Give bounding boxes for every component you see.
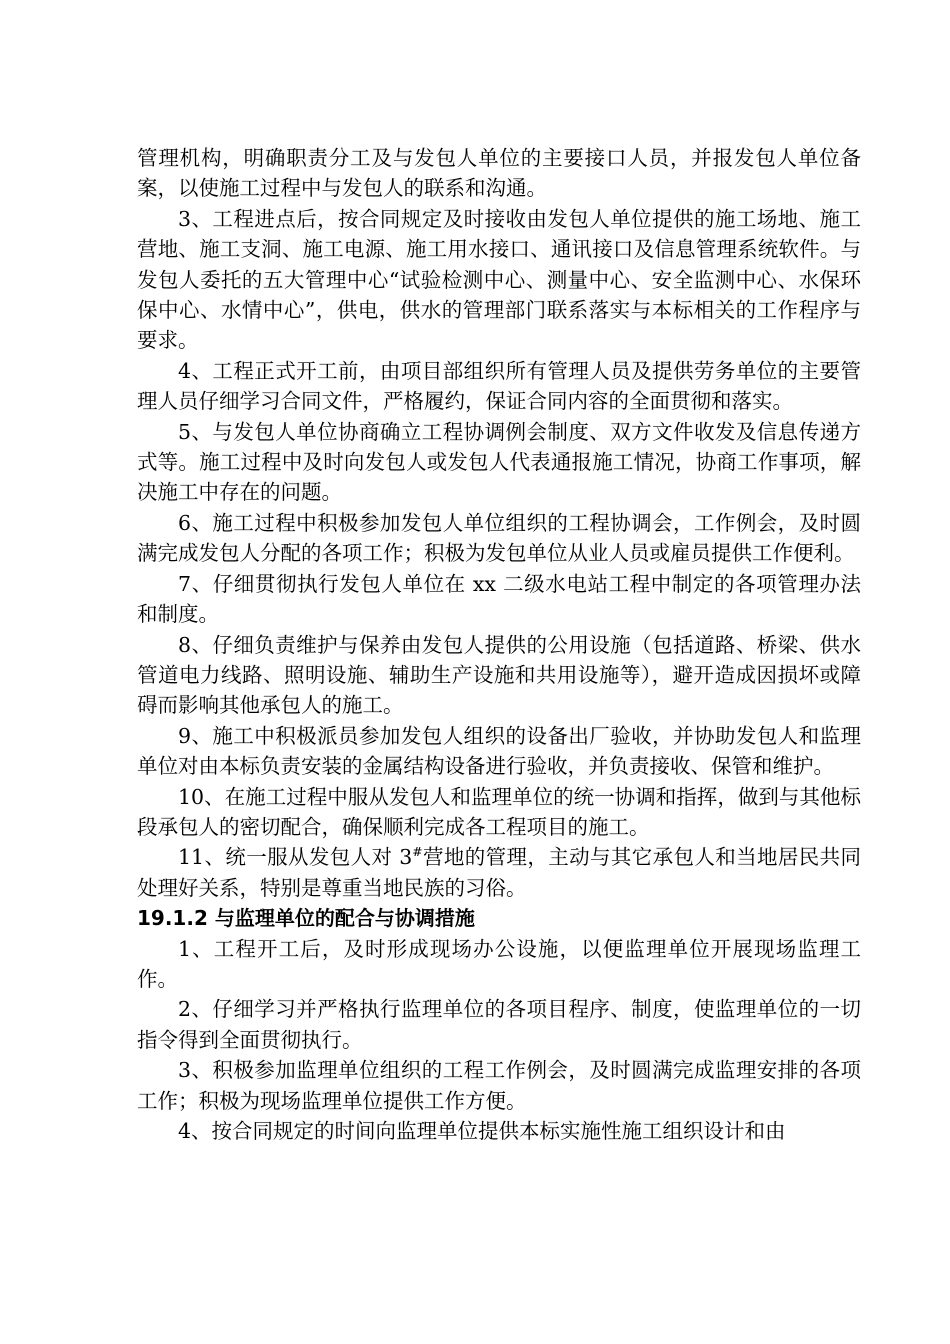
document-page xyxy=(137,143,861,1146)
paragraph-item-7: 7、仔细贯彻执行发包人单位在 xx 二级水电站工程中制定的各项管理办法和制度。 xyxy=(137,571,861,627)
supervision-item-4: 4、按合同规定的时间向监理单位提供本标实施性施工组织设计和由 xyxy=(178,1119,786,1143)
paragraph-item-3: 3、工程进点后，按合同规定及时接收由发包人单位提供的施工场地、施工营地、施工支洞、施工电源、施工用水接口、通讯接口及信息管理系统软件。与发包人委托的五大管理中心“试验检测中心、测量中心、安全监测中心、水保环保中心、水情中心”，供电，供水的管理部门联系落实与本标相关的工作程序与要求。 xyxy=(137,206,861,353)
supervision-item-2: 2、仔细学习并严格执行监理单位的各项目程序、制度，使监理单位的一切指令得到全面贯彻执行。 xyxy=(137,997,861,1052)
camp-number-superscript: # xyxy=(412,845,423,860)
supervision-item-3: 3、积极参加监理单位组织的工程工作例会，及时圆满完成监理安排的各项工作；积极为现场监理单位提供工作方便。 xyxy=(137,1058,861,1113)
supervision-item-1: 1、工程开工后，及时形成现场办公设施，以便监理单位开展现场监理工作。 xyxy=(137,936,861,991)
paragraph-item-11 xyxy=(137,842,861,903)
section-heading: 19.1.2 与监理单位的配合与协调措施 xyxy=(137,906,475,931)
paragraph-item-11-prefix: 11、统一服从发包人对 3 xyxy=(178,845,413,870)
paragraph-item-10: 10、在施工过程中服从发包人和监理单位的统一协调和指挥，做到与其他标段承包人的密切配合，确保顺利完成各工程项目的施工。 xyxy=(137,784,861,839)
paragraph-continuation: 管理机构，明确职责分工及与发包人单位的主要接口人员，并报发包人单位备案，以使施工过程中与发包人的联系和沟通。 xyxy=(137,146,861,201)
paragraph-item-5: 5、与发包人单位协商确立工程协调例会制度、双方文件收发及信息传递方式等。施工过程中及时向发包人或发包人代表通报施工情况，协商工作事项，解决施工中存在的问题。 xyxy=(137,419,861,505)
paragraph-item-6: 6、施工过程中积极参加发包人单位组织的工程协调会，工作例会，及时圆满完成发包人分配的各项工作；积极为发包单位从业人员或雇员提供工作便利。 xyxy=(137,510,861,566)
paragraph-item-8: 8、仔细负责维护与保养由发包人提供的公用设施（包括道路、桥梁、供水管道电力线路、照明设施、辅助生产设施和共用设施等），避开造成因损坏或障碍而影响其他承包人的施工。 xyxy=(137,632,861,718)
paragraph-item-11-suffix: 营地的管理，主动与其它承包人和当地居民共同处理好关系，特别是尊重当地民族的习俗。 xyxy=(137,845,861,900)
paragraph-item-9: 9、施工中积极派员参加发包人组织的设备出厂验收，并协助发包人和监理单位对由本标负责安装的金属结构设备进行验收，并负责接收、保管和维护。 xyxy=(137,723,861,779)
paragraph-item-4: 4、工程正式开工前，由项目部组织所有管理人员及提供劳务单位的主要管理人员仔细学习合同文件，严格履约，保证合同内容的全面贯彻和落实。 xyxy=(137,358,861,414)
